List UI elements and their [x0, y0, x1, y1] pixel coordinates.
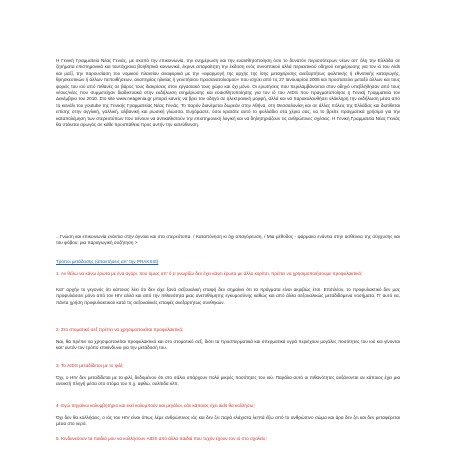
answer-2: Ναι, θα πρέπει να χρησιμοποιείται προφυλακτικό και στο στοματικό σεξ, διότι τα προσπερματικά και σπερματικά υγρά περιέχουν μεγάλες ποσότητες του ιού και γίνονται κατ' αυτόν τον τρόπο επικίνδυνα για την μετάδοσή του. [56, 339, 400, 351]
answer-4: Όχι δεν θα κολλήσεις, ο ιός του HIV είναι όπως λέμε ανθρώπινος ιός και δεν ζει παρά ελάχιστα λεπτά έξω από το ανθρώπινο σώμα και άρα δεν ζει και δεν μεταφέρεται μέσα στο νερό. [56, 415, 400, 427]
intro-paragraph: Η Γενική Γραμματεία Νέας Γενιάς, με σκοπό την επικοινωνία, την ενημέρωση και την ευαισθητοποίηση όσο το δυνατόν περισσότερων νέων απ' όλη την Ελλάδα σε ζητήματα επιστημονικά και ταυτόχρονα βοηθητικά κοινωνικά, έκρινε απαραίτητη την έκδοση ενός συνοπτικού αλλά περιεκτικού οδηγού ενημέρωσης για τον ιό του Aids και μαζί, την παρουσίαση του νομικού πλαισίου αναφορικά με την «εφαρμογή της αρχής της ίσης μεταχείρισης ανεξαρτήτως φυλετικής ή εθνοτικής καταγωγής, θρησκευτικών ή άλλων πεποιθήσεων, αναπηρίας ηλικίας ή γενετήσιου προσανατολισμού» που ισχύει από τις 27 Ιανουαρίου 2005 και προστατεύει μεταξύ άλλων και τους φορείς του ιού από πιθανές σε βάρος τους διακρίσεις στον εργασιακό τους χώρο και όχι μόνο. Οι ερωτήσεις που περιλαμβάνονται στον οδηγό υπεβλήθησαν από τους νέους/νέες που συμμετείχαν διαδικτυακά στην εκδήλωση ενημέρωσης και ευαισθητοποίησης για τον ιό του AIDS που πραγματοποίησε η Γενική Γραμματεία τον Δεκέμβριο του 2010. Στο site www.neagenia.gr μπορεί κανείς να βρει τον οδηγό σε ηλεκτρονική μορφή, αλλά και να παρακολουθήσει ολόκληρη την εκδήλωση μέσα από το κανάλι του youtube της Γενικής Γραμματείας Νέας Γενιάς. Το παρόν διανέμεται δωρεάν στην Αθήνα, στη Θεσσαλονίκη και σε άλλες πόλεις της Ελλάδας και διατίθεται επίσης στην αγγλική, γαλλική, αλβανική και ρωσική γλώσσα. Ευχόμαστε, όσοι κρατάτε αυτό το φυλλάδιο στα χέρια σας, να το βρείτε πραγματικά χρήσιμο για την καταπολέμηση των στερεοτύπων που τείνουν να αντικαθιστούν την επιστημονική λογική και να δηλητηριάζουν τις ανθρώπινες σχέσεις. Η Γενική Γραμματεία Νέας Γενιάς θα στέκεται αρωγός σε κάθε προσπάθεια προς αυτήν την κατεύθυνση. [56, 58, 400, 128]
question-3: 3. Το AIDS μεταδίδεται με το φιλί; [56, 363, 124, 368]
question-2: 2. Στο στοματικό σεξ πρέπει να χρησιμοποιείται προφυλακτικό; [56, 327, 184, 332]
question-5: 5. Κινδυνεύουν τα παιδιά μου να κολλήσουν AIDS από άλλα παιδιά που τυχόν έχουν τον ιό στο σχολείο; [56, 436, 267, 441]
answer-1: Κατ' αρχήν το γεγονός ότι κάποιος λέει ότι δεν είχε ξανά σεξουαλική επαφή δεν σημαίνει ότι τα πράγματα είναι ακριβώς έτσι. Επιπλέον, το προφυλακτικό δεν μας προφυλάσσει μόνο από τον HIV αλλά και από την πιθανότητα μιας ανεπιθύμητης εγκυμοσύνης καθώς και από άλλα σεξουαλικώς μεταδιδόμενα νοσήματα. Γι' αυτό να, πάντα χρήση προφυλακτικού κατά τις σεξουαλικές επαφές ανεξαρτήτως συνθηκών. [56, 287, 400, 305]
question-1: 1. Αν θέλω να κάνω έρωτα με ένα αγόρι, που όμως απ' ό,τι γνωρίζω δεν έχει κάνει έρωτα με άλλο κορίτσι, πρέπει να χρησιμοποιήσουμε προφυλακτικό; [56, 271, 363, 276]
tagline-paragraph: ...Γνώση και επικοινωνία ενάντια στην άγνοια και στα στερεότυπα. / Καταπόνηση κι όχι απαγόρευση. / Μια μέθοδος - φάρμακο ενάντια στην ασθένεια της σύγχυσης και του φόβου: μια παραγωγική συζήτηση > [56, 234, 400, 246]
question-4: 4. Εγώ πηγαίνω κολυμβητήριο και εκεί κολυμπούν και μεγάλοι, εάν κάποιος έχει aids θα κολλήσω; [56, 403, 255, 408]
answer-3: Όχι, ο HIV δεν μεταδίδεται με το φιλί, δεδομένου ότι στο σάλιο υπάρχουν πολύ μικρές ποσότητες του ιού. Παράλα αυτό οι πιθανότητες αυξάνονται αν κάποιος έχει μια ανοικτή πληγή μέσα στο στόμα του π.χ. αφθώ, ουλίτιδα κλπ. [56, 375, 400, 387]
methods-heading[interactable]: Τρόποι μετάδοσης (απαντήσεις απ' την PRAKSIS) [56, 259, 159, 264]
